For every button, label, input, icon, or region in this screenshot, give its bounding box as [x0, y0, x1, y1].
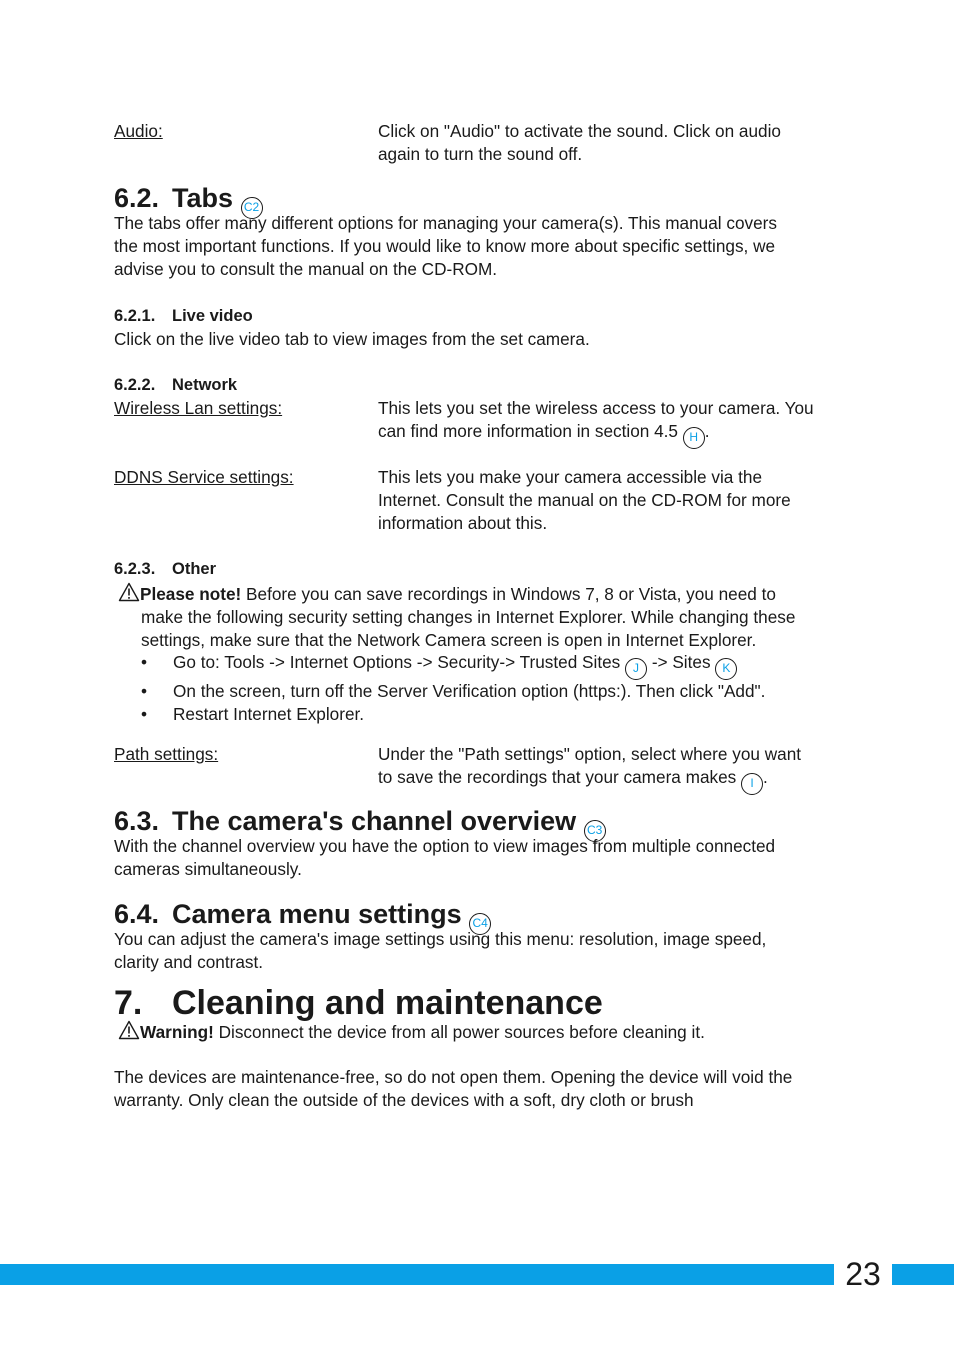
steps-list	[114, 651, 834, 724]
warning-text: Disconnect the device from all power sources before cleaning it.	[218, 1022, 705, 1042]
reference-badge-c4: C4	[469, 913, 491, 935]
warning-icon	[118, 582, 140, 602]
ddns-def-line-2: Internet. Consult the manual on the CD-ROM for more	[378, 490, 791, 510]
live-video-section	[114, 305, 834, 351]
reference-badge-c3: C3	[584, 820, 606, 842]
wireless-def-line-2	[378, 420, 838, 449]
please-note-block	[114, 582, 834, 652]
camera-menu-line-1: You can adjust the camera's image settings using this menu: resolution, image speed,	[114, 929, 767, 949]
section-title: Camera menu settings	[172, 899, 462, 929]
chapter-title: Cleaning and maintenance	[172, 984, 603, 1022]
path-def-line-2	[378, 766, 838, 795]
tabs-line-2: the most important functions. If you would like to know more about specific settings, we	[114, 236, 776, 256]
section-number: 6.2.	[114, 183, 160, 213]
subsection-title: Network	[172, 376, 238, 394]
bullet-list	[141, 651, 841, 726]
bullet-mark: •	[141, 652, 148, 672]
warning-icon	[118, 1020, 140, 1040]
footer-bar	[0, 1264, 954, 1285]
chapter-heading	[114, 984, 834, 1022]
audio-definition	[378, 120, 838, 166]
network-heading-block	[114, 374, 834, 397]
tabs-line-1: The tabs offer many different options for managing your camera(s). This manual covers	[114, 213, 777, 233]
other-heading-block	[114, 558, 834, 581]
subsection-number: 6.2.1.	[114, 307, 156, 325]
subsection-title: Other	[172, 560, 217, 578]
bullet-2-text: On the screen, turn off the Server Verification option (https:). Then click "Add".	[173, 681, 766, 701]
path-def-text: to save the recordings that your camera makes	[378, 767, 737, 787]
subsection-heading	[114, 558, 834, 581]
reference-badge-i: I	[741, 773, 763, 795]
channel-paragraph	[114, 835, 834, 881]
warning-label: Warning!	[140, 1022, 214, 1042]
wireless-lan-row	[114, 397, 834, 443]
cleaning-paragraph	[114, 1066, 834, 1112]
path-settings-row	[114, 743, 834, 789]
subsection-number: 6.2.2.	[114, 376, 156, 394]
page-number: 23	[834, 1257, 892, 1291]
wireless-lan-term: Wireless Lan settings:	[114, 398, 283, 418]
chapter-number: 7.	[114, 984, 143, 1022]
bullet-mark: •	[141, 681, 148, 701]
bullet-mark: •	[141, 704, 148, 724]
wireless-lan-definition	[378, 397, 838, 449]
path-def-line-1: Under the "Path settings" option, select where you want	[378, 744, 802, 764]
reference-badge-j: J	[625, 658, 647, 680]
please-note-label: Please note!	[140, 584, 242, 604]
reference-badge-c2: C2	[241, 197, 263, 219]
path-settings-definition	[378, 743, 838, 795]
cleaning-line-2: warranty. Only clean the outside of the devices with a soft, dry cloth or brush	[114, 1090, 694, 1110]
please-note-continuation	[114, 606, 834, 652]
warning-line	[114, 1020, 834, 1044]
reference-badge-k: K	[715, 658, 737, 680]
list-item	[141, 703, 841, 726]
please-note-line-1	[114, 582, 834, 606]
camera-menu-paragraph	[114, 928, 834, 974]
bullet-3-text: Restart Internet Explorer.	[173, 704, 365, 724]
tabs-paragraph	[114, 212, 834, 281]
tabs-line-3: advise you to consult the manual on the CD-ROM.	[114, 259, 498, 279]
bullet-1-text: Go to: Tools -> Internet Options -> Security-> Trusted Sites	[173, 652, 621, 672]
warning-block	[114, 1020, 834, 1044]
path-def-tail: .	[763, 767, 768, 787]
wireless-def-line-1: This lets you set the wireless access to your camera. You	[378, 398, 814, 418]
please-note-line-2: make the following security setting changes in Internet Explorer. While changing these	[141, 607, 796, 627]
path-settings-term: Path settings:	[114, 744, 219, 764]
section-title: The camera's channel overview	[172, 806, 577, 836]
audio-row	[114, 120, 834, 166]
wireless-def-text: can find more information in section 4.5	[378, 421, 678, 441]
chapter-cleaning-heading	[114, 984, 834, 1022]
subsection-heading	[114, 305, 834, 328]
ddns-term: DDNS Service settings:	[114, 467, 294, 487]
subsection-title: Live video	[172, 307, 253, 325]
section-number: 6.4.	[114, 899, 160, 929]
channel-line-2: cameras simultaneously.	[114, 859, 302, 879]
wireless-def-tail: .	[704, 421, 710, 441]
ddns-row	[114, 466, 834, 535]
ddns-definition	[378, 466, 838, 535]
channel-line-1: With the channel overview you have the option to view images from multiple connected	[114, 836, 776, 856]
subsection-number: 6.2.3.	[114, 560, 156, 578]
please-note-line-3: settings, make sure that the Network Camera screen is open in Internet Explorer.	[141, 630, 757, 650]
ddns-def-line-1: This lets you make your camera accessible via the	[378, 467, 763, 487]
camera-menu-line-2: clarity and contrast.	[114, 952, 264, 972]
ddns-def-line-3: information about this.	[378, 513, 548, 533]
bullet-1-text-b: -> Sites	[651, 652, 711, 672]
audio-term: Audio:	[114, 121, 163, 141]
list-item	[141, 651, 841, 680]
audio-def-line-2: again to turn the sound off.	[378, 144, 583, 164]
section-number: 6.3.	[114, 806, 160, 836]
subsection-heading	[114, 374, 834, 397]
cleaning-line-1: The devices are maintenance-free, so do not open them. Opening the device will void the	[114, 1067, 793, 1087]
audio-def-line-1: Click on "Audio" to activate the sound. Click on audio	[378, 121, 781, 141]
please-note-text: Before you can save recordings in Windows 7, 8 or Vista, you need to	[246, 584, 776, 604]
section-title: Tabs	[172, 183, 234, 213]
reference-badge-h: H	[683, 427, 705, 449]
live-video-text: Click on the live video tab to view images from the set camera.	[114, 329, 590, 349]
list-item	[141, 680, 841, 703]
